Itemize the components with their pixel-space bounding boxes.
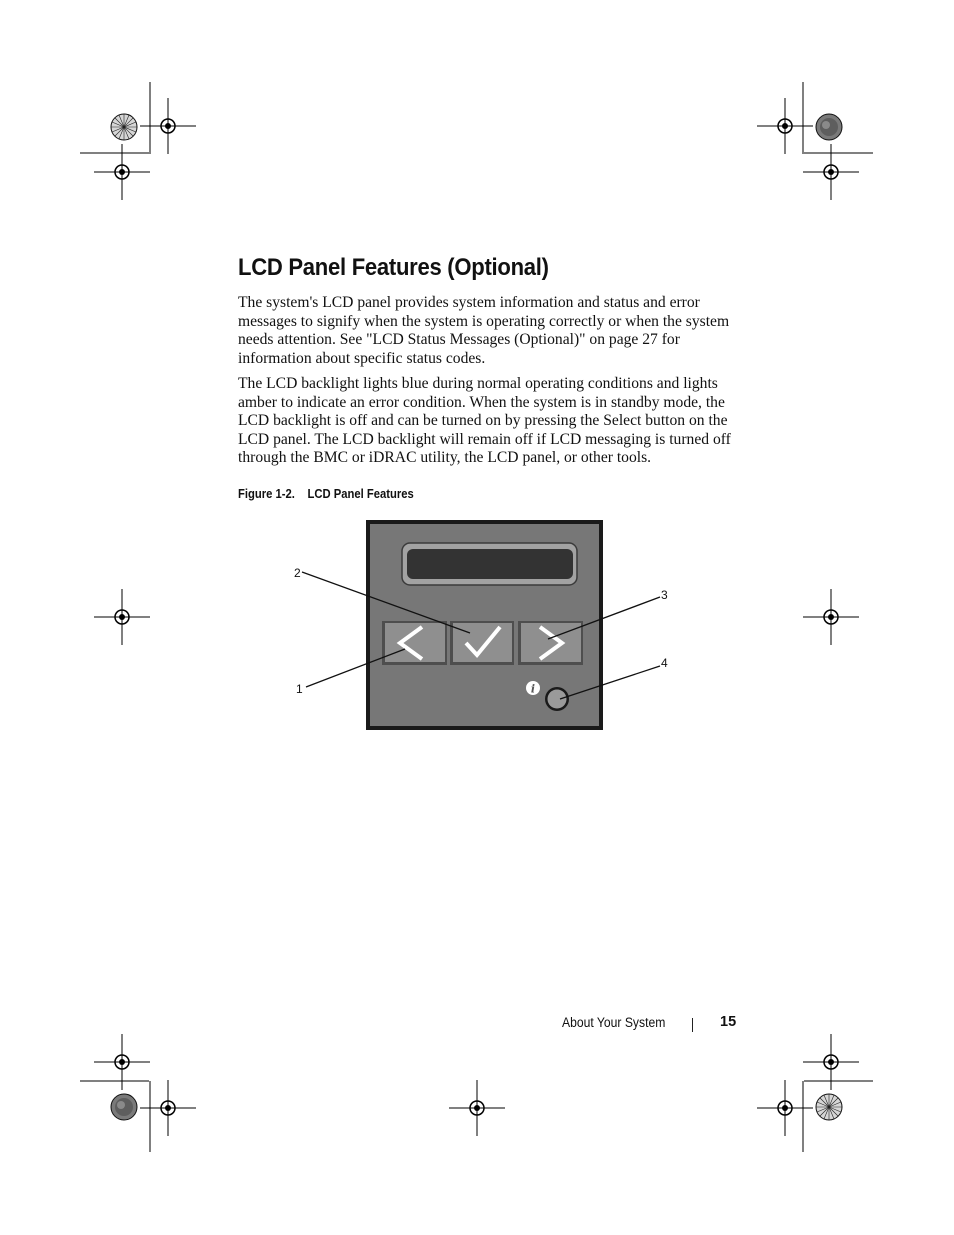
paragraph-lcd-backlight: The LCD backlight lights blue during normal operating conditions and lights amber to indicate an error condition. When the system is in standby mode, the LCD backlight is off and can be turned on by pressing the Select button on the LCD panel. The LCD backlight will remain off if LCD messaging is turned off through the BMC or iDRAC utility, the LCD panel, or other tools. bbox=[238, 375, 731, 467]
callout-4: 4 bbox=[661, 656, 668, 670]
left-button bbox=[382, 621, 447, 665]
callout-1: 1 bbox=[296, 682, 303, 696]
lcd-screen bbox=[407, 549, 573, 579]
system-id-button bbox=[545, 687, 569, 711]
figure-title: LCD Panel Features bbox=[307, 487, 414, 501]
callout-3: 3 bbox=[661, 588, 668, 602]
section-title: LCD Panel Features (Optional) bbox=[238, 254, 549, 281]
footer-section-name: About Your System bbox=[562, 1015, 666, 1030]
svg-text:i: i bbox=[530, 682, 536, 696]
footer-divider bbox=[692, 1018, 693, 1032]
right-button bbox=[518, 621, 583, 665]
page-number: 15 bbox=[720, 1014, 737, 1030]
figure-label: Figure 1-2. bbox=[238, 487, 295, 501]
paragraph-lcd-overview: The system's LCD panel provides system information and status and error messages to signify when the system is operating correctly or when the system needs attention. See "LCD Status Messages (Optional)" on page 27 for information about specific status codes. bbox=[238, 294, 730, 367]
figure-caption bbox=[238, 487, 414, 501]
lcd-panel-figure bbox=[280, 515, 680, 735]
select-button bbox=[450, 621, 514, 665]
callout-2: 2 bbox=[294, 566, 301, 580]
